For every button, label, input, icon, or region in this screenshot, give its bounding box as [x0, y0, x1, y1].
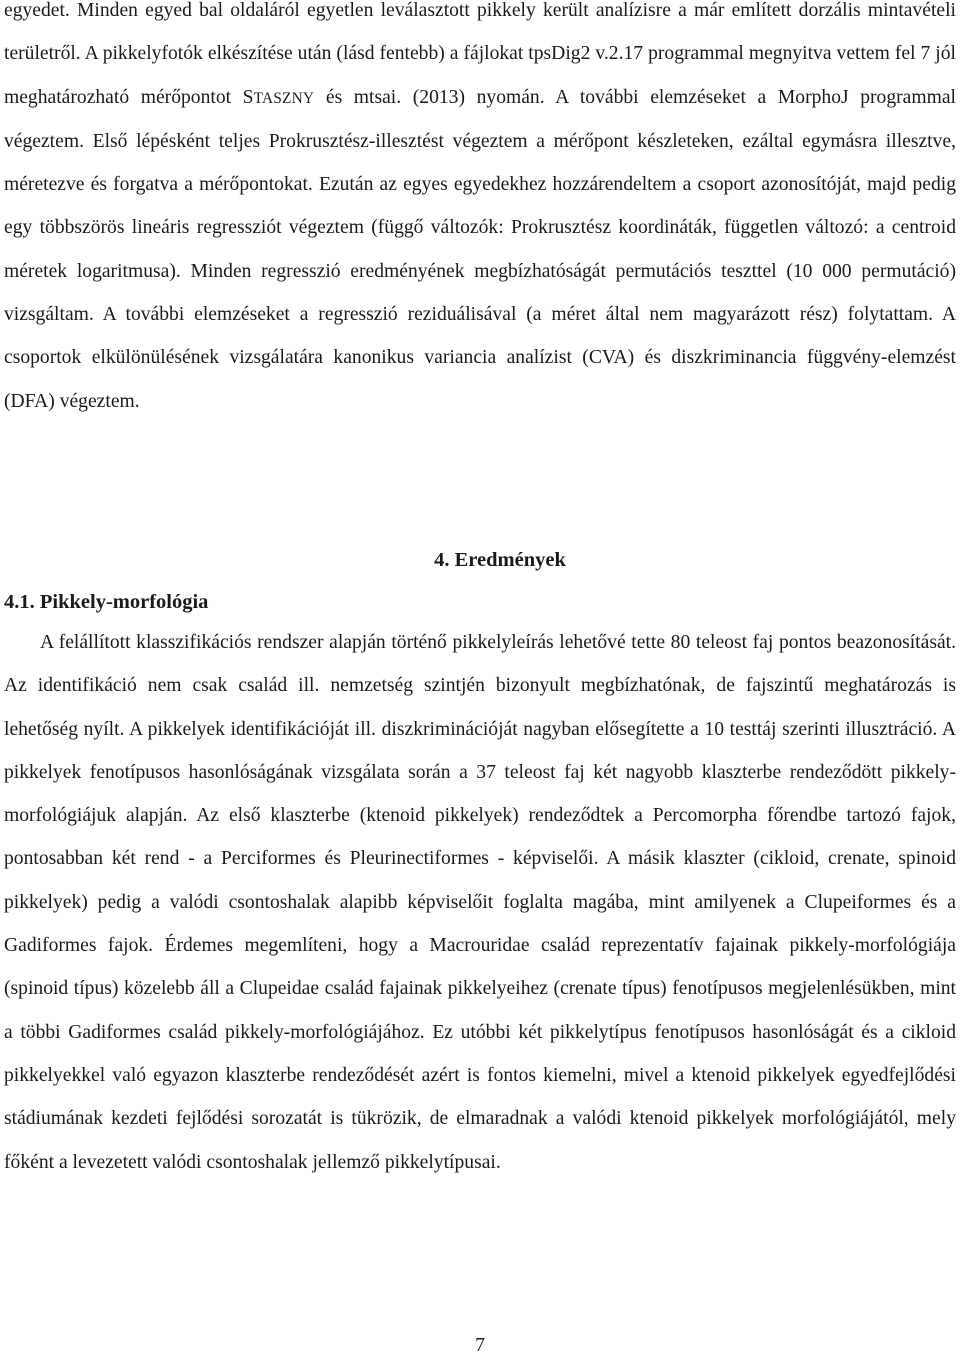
- page-number: 7: [475, 1335, 485, 1356]
- section-heading: 4.1. Pikkely-morfológia: [4, 591, 209, 613]
- methods-text-block: [4, 0, 956, 423]
- results-paragraph: A felállított klasszifikációs rendszer alapján történő pikkelyleírás lehetővé tette 80 teleost faj pontos beazonosítását. Az identifikáció nem csak család ill. nemzetség szintjén bizonyult megbízhatónak, de fajszintű meghatározás is lehetőség nyílt. A pikkelyek identifikációját ill. diszkriminációját nagyban elősegítette a 10 testtáj szerinti illusztráció. A pikkelyek fenotípusos hasonlóságának vizsgálata során a 37 teleost faj két nagyobb klaszterbe rendeződött pikkely-morfológiájuk alapján. Az első klaszterbe (ktenoid pikkelyek) rendeződtek a Percomorpha főrendbe tartozó fajok, pontosabban két rend - a Perciformes és Pleurinectiformes - képviselői. A másik klaszter (cikloid, crenate, spinoid pikkelyek) pedig a valódi csontoshalak alapibb képviselőit foglalta magába, mint amilyenek a Clupeiformes és a Gadiformes fajok. Érdemes megemlíteni, hogy a Macrouridae család reprezentatív fajainak pikkely-morfológiája (spinoid típus) közelebb áll a Clupeidae család fajainak pikkelyeihez (crenate típus) fenotípusos megjelenlésükben, mint a többi Gadiformes család pikkely-morfológiájához. Ez utóbbi két pikkelytípus fenotípusos hasonlóságát és a cikloid pikkelyekkel való egyazon klaszterbe rendeződését azért is fontos kiemelni, mivel a ktenoid pikkelyek egyedfejlődési stádiumának kezdeti fejlődési sorozatát is tükrözik, de elmaradnak a valódi ktenoid pikkelyek morfológiájától, mely főként a levezetett valódi csontoshalak jellemző pikkelytípusai.: [4, 632, 956, 1173]
- results-text-block: [4, 621, 956, 1184]
- methods-paragraph-part1: egyedet. Minden egyed bal oldaláról egyetlen leválasztott pikkely került analízisre a már említett dorzális mintavételi területről. A pikkelyfotók elkészítése után (lásd fentebb) a fájlokat tpsDig2 v.2.17 programmal megnyitva vettem fel 7 jól meghatározható mérőpontot: [4, 0, 956, 108]
- author-name-initial: S: [242, 86, 254, 108]
- author-name-smallcaps: TASZNY: [253, 89, 315, 107]
- methods-paragraph: [4, 0, 956, 423]
- methods-paragraph-part2: és mtsai. (2013) nyomán. A további elemzéseket a MorphoJ programmal végeztem. Első lépésként teljes Prokrusztész-illesztést végeztem a mérőpont készleteken, ezáltal egymásra illesztve, méretezve és forgatva a mérőpontokat. Ezután az egyes egyedekhez hozzárendeltem a csoport azonosítóját, majd pedig egy többszörös lineáris regressziót végeztem (függő változók: Prokrusztész koordináták, független változó: a centroid méretek logaritmusa). Minden regresszió eredményének megbízhatóságát permutációs teszttel (10 000 permutáció) vizsgáltam. A további elemzéseket a regresszió reziduálisával (a méret által nem magyarázott rész) folytattam. A csoportok elkülönülésének vizsgálatára kanonikus variancia analízist (CVA) és diszkriminancia függvény-elemzést (DFA) végeztem.: [4, 86, 956, 412]
- chapter-heading: 4. Eredmények: [434, 549, 566, 571]
